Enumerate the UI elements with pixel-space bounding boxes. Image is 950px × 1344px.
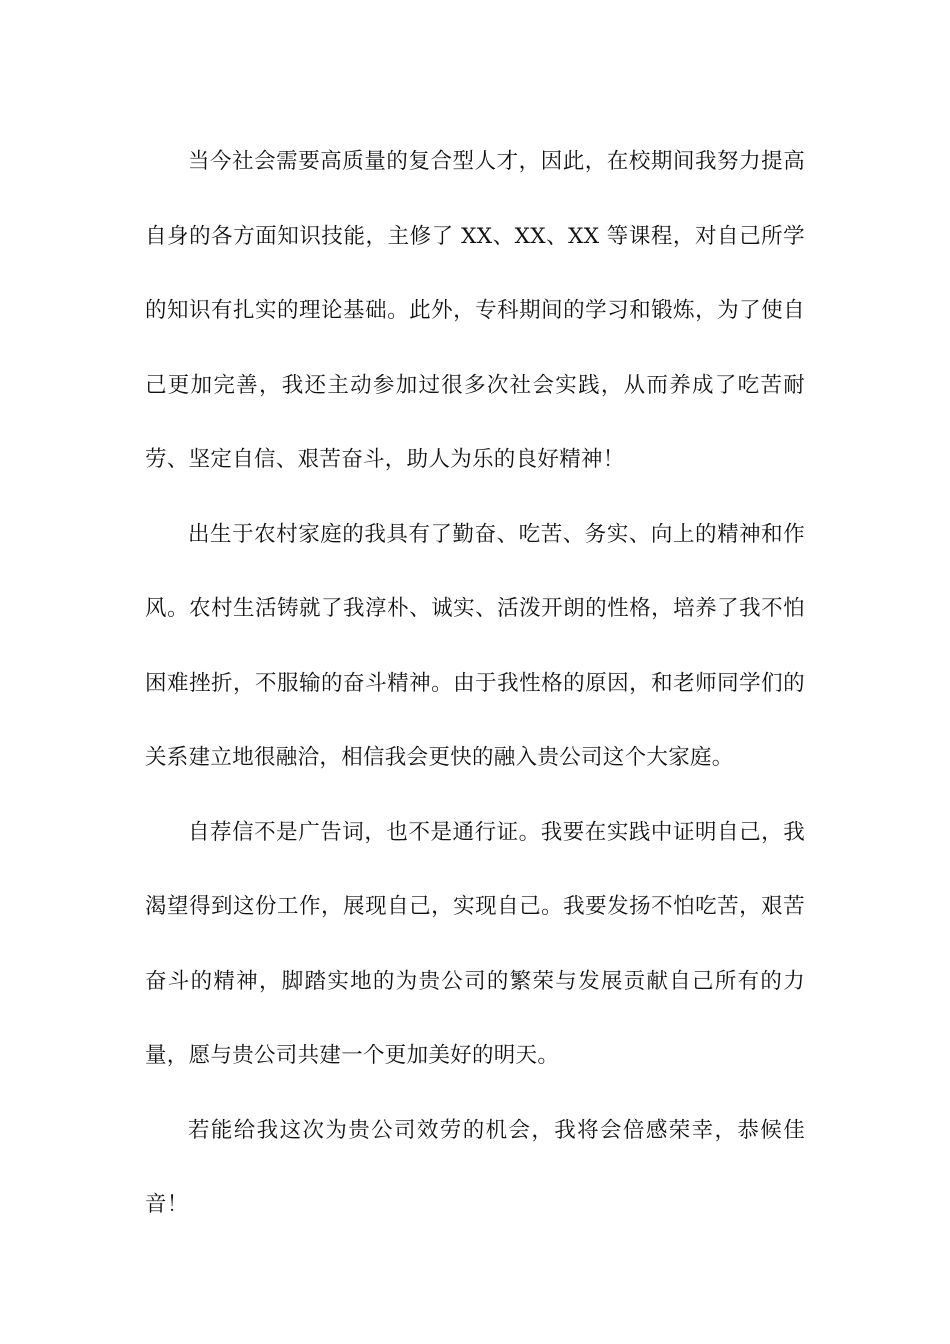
paragraph-commitment: 自荐信不是广告词，也不是通行证。我要在实践中证明自己，我渴望得到这份工作，展现自己，实现自己。我要发扬不怕吃苦，艰苦奋斗的精神，脚踏实地的为贵公司的繁荣与发展贡献自己所有的力量，愿与贵公司共建一个更加美好的明天。 bbox=[145, 819, 805, 1068]
paragraph-closing: 若能给我这次为贵公司效劳的机会，我将会倍感荣幸，恭候佳音！ bbox=[145, 1117, 805, 1217]
paragraph-background: 出生于农村家庭的我具有了勤奋、吃苦、务实、向上的精神和作风。农村生活铸就了我淳朴、诚实、活泼开朗的性格，培养了我不怕困难挫折，不服输的奋斗精神。由于我性格的原因，和老师同学们的关系建立地很融洽，相信我会更快的融入贵公司这个大家庭。 bbox=[145, 521, 805, 770]
letter-body bbox=[145, 125, 805, 1243]
paragraph-education: 当今社会需要高质量的复合型人才，因此，在校期间我努力提高自身的各方面知识技能，主修了 XX、XX、XX 等课程，对自己所学的知识有扎实的理论基础。此外，专科期间的学习和锻炼，为了使自己更加完善，我还主动参加过很多次社会实践，从而养成了吃苦耐劳、坚定自信、艰苦奋斗，助人为乐的良好精神！ bbox=[145, 149, 805, 472]
